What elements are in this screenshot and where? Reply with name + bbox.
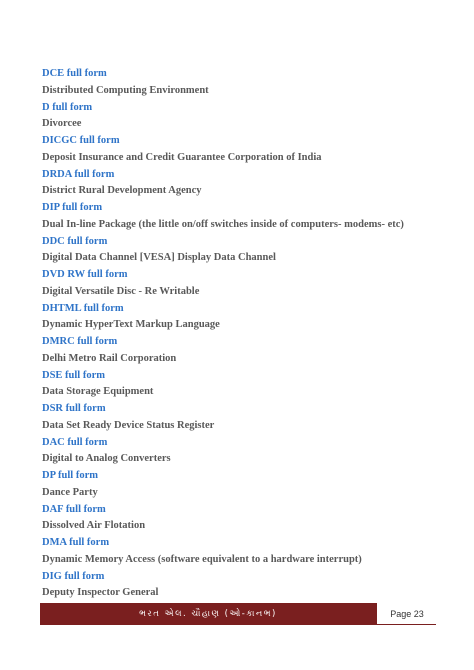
entry xyxy=(42,334,462,368)
footer-author: ભરત એલ. ચૌહાણ (ઓ-કાનભ) xyxy=(139,608,277,619)
entry-term: DMRC full form xyxy=(42,336,118,347)
entry-term: DRDA full form xyxy=(42,168,115,180)
entry-meaning: Digital to Analog Converters xyxy=(42,453,171,465)
entry-meaning: Dynamic Memory Access (software equivalent to a hardware interrupt) xyxy=(42,553,362,565)
entry xyxy=(42,368,462,402)
entry-term: DAF full form xyxy=(42,503,106,515)
entry xyxy=(42,569,462,603)
footer-author-bar xyxy=(40,603,376,624)
entry-term: DP full form xyxy=(42,470,98,481)
entry xyxy=(42,401,462,435)
entry xyxy=(42,468,462,502)
entry xyxy=(42,301,462,335)
entry-meaning: District Rural Development Agency xyxy=(42,185,202,197)
entry xyxy=(42,267,462,301)
entry-meaning: Data Set Ready Device Status Register xyxy=(42,419,215,431)
entry-meaning: Divorcee xyxy=(42,118,82,130)
entry xyxy=(42,502,462,536)
entry xyxy=(42,535,462,569)
entry-meaning: Dynamic HyperText Markup Language xyxy=(42,319,220,331)
entry-term: DHTML full form xyxy=(42,302,124,314)
entry-term: DIG full form xyxy=(42,570,105,582)
footer-divider xyxy=(40,624,436,625)
entry-meaning: Data Storage Equipment xyxy=(42,386,154,398)
entry xyxy=(42,200,462,234)
entry-term: DVD RW full form xyxy=(42,269,128,280)
entry-meaning: Distributed Computing Environment xyxy=(42,84,209,96)
entry xyxy=(42,66,462,100)
entry-term: DICGC full form xyxy=(42,135,120,146)
entry-term: DAC full form xyxy=(42,436,108,448)
entry-meaning: Deposit Insurance and Credit Guarantee Corporation of India xyxy=(42,151,322,163)
entry-term: DSE full form xyxy=(42,369,105,381)
entry-term: DIP full form xyxy=(42,202,103,213)
entry-meaning: Digital Versatile Disc - Re Writable xyxy=(42,285,200,297)
entry-term: D full form xyxy=(42,101,93,113)
entry xyxy=(42,167,462,201)
entry-meaning: Digital Data Channel [VESA] Display Data Channel xyxy=(42,252,276,264)
entry xyxy=(42,234,462,268)
page-number: Page 23 xyxy=(390,608,424,619)
entry-term: DMA full form xyxy=(42,537,110,548)
entry xyxy=(42,100,462,134)
entry-term: DCE full form xyxy=(42,68,107,79)
entry xyxy=(42,133,462,167)
entry-meaning: Deputy Inspector General xyxy=(42,587,159,599)
entry xyxy=(42,435,462,469)
entry-term: DSR full form xyxy=(42,403,106,414)
entries-list xyxy=(42,66,462,602)
entry-meaning: Delhi Metro Rail Corporation xyxy=(42,352,177,364)
page-number-box xyxy=(376,603,437,624)
entry-meaning: Dissolved Air Flotation xyxy=(42,520,146,532)
entry-meaning: Dual In-line Package (the little on/off switches inside of computers- modems- etc) xyxy=(42,218,404,230)
entry-term: DDC full form xyxy=(42,235,108,247)
entry-meaning: Dance Party xyxy=(42,486,98,498)
